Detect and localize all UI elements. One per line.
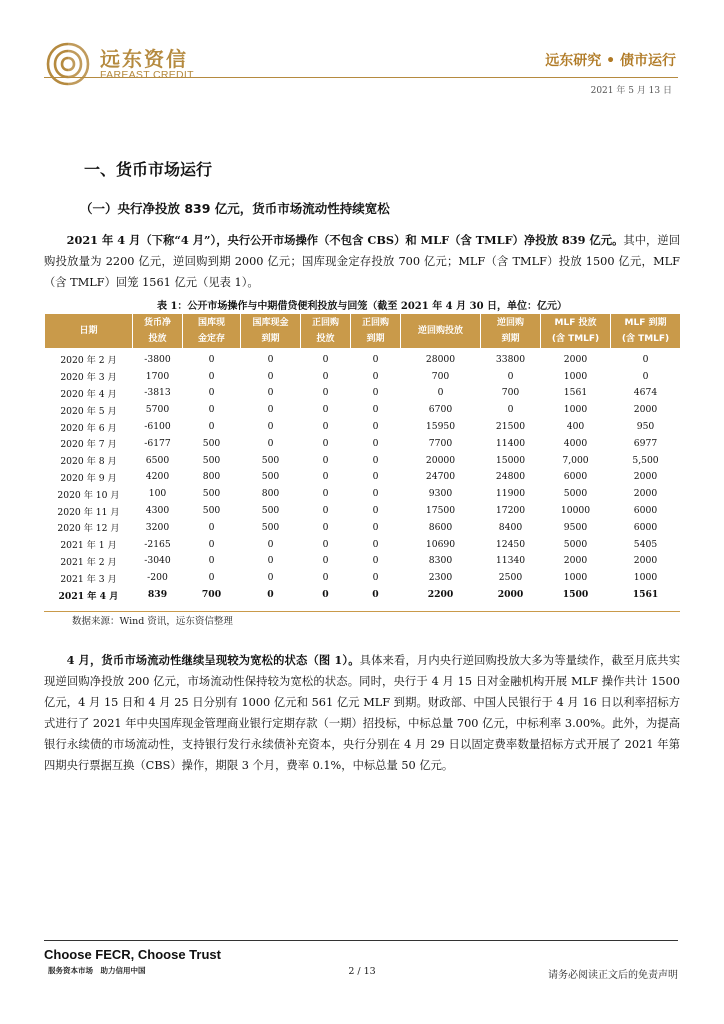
table-header-text: 到期	[261, 334, 280, 344]
table-header-cell	[133, 314, 183, 349]
paragraph-intro	[44, 230, 680, 293]
table-cell: 10000	[560, 505, 591, 517]
table-row	[45, 502, 681, 519]
table-cell: 0	[267, 404, 274, 416]
table-cell: 20000	[425, 454, 456, 466]
table-cell: 2000	[633, 555, 658, 567]
table-cell: 0	[208, 572, 215, 584]
table-row	[45, 569, 681, 586]
table-header-text: 正回购	[361, 318, 389, 328]
table-cell: 0	[208, 421, 215, 433]
table-cell: 0	[372, 437, 379, 449]
table-cell: 24700	[425, 471, 456, 483]
table-cell: 5,500	[632, 454, 659, 466]
table-header-text: 国库现金	[252, 318, 289, 328]
table-row	[45, 349, 681, 368]
table-cell: -6177	[144, 437, 171, 449]
table-cell: 6500	[145, 454, 170, 466]
table-cell: 0	[267, 421, 274, 433]
table-header-text: 正回购	[311, 318, 339, 328]
table-cell: 0	[267, 353, 274, 365]
table-cell: 0	[208, 404, 215, 416]
table-header-text: MLF 投放	[554, 318, 597, 328]
table-cell: 0	[322, 353, 329, 365]
table-cell: 12450	[495, 538, 526, 550]
table-row	[45, 553, 681, 570]
table-cell: 0	[267, 538, 274, 550]
paragraph-liquidity-lead: 4 月，货币市场流动性继续呈现较为宽松的状态（图 1）。	[66, 653, 360, 667]
table-header-text: 金定存	[197, 334, 225, 344]
table-cell: 0	[372, 471, 379, 483]
table-cell: 1700	[145, 370, 170, 382]
table-cell: 0	[322, 538, 329, 550]
open-market-operations-table	[44, 313, 681, 603]
table-row	[45, 485, 681, 502]
header-divider	[44, 77, 678, 78]
table-cell: 0	[372, 488, 379, 500]
table-source-note: 数据来源：Wind 资讯，远东资信整理	[72, 616, 233, 627]
table-cell: -3813	[144, 387, 171, 399]
table-cell: 2020 年 10 月	[57, 489, 120, 501]
table-cell: 17500	[425, 505, 456, 517]
footer-disclaimer: 请务必阅读正文后的免责声明	[548, 970, 678, 981]
table-header-cell	[241, 314, 301, 349]
table-cell: 0	[507, 404, 514, 416]
paragraph-intro-body: 其中，逆回购投放量为 2200 亿元，逆回购到期 2000 亿元；国库现金定存投放 700 亿元；MLF（含 TMLF）投放 1500 亿元，MLF（含 TMLF）回笼 1561 亿元（见表 1）。	[44, 234, 680, 289]
table-cell: 2500	[498, 572, 523, 584]
table-header-text: MLF 到期	[624, 318, 667, 328]
subsection-heading: （一）央行净投放 839 亿元，货币市场流动性持续宽松	[80, 201, 390, 216]
table-cell: 0	[642, 370, 649, 382]
brand-subtitle: FAREAST CREDIT	[100, 69, 194, 81]
table-cell: 6000	[633, 521, 658, 533]
table-cell: 0	[267, 370, 274, 382]
table-row	[45, 385, 681, 402]
table-header-text: (含 TMLF)	[621, 334, 670, 344]
table-cell: 2020 年 11 月	[57, 506, 120, 518]
table-cell: -2165	[144, 538, 171, 550]
table-cell: 800	[202, 471, 221, 483]
table-cell: 2020 年 12 月	[57, 523, 120, 535]
table-header-text: 投放	[148, 334, 167, 344]
table-cell: -3800	[144, 353, 171, 365]
table-cell: 0	[372, 353, 379, 365]
table-cell: 500	[202, 505, 221, 517]
table-cell: 2021 年 1 月	[60, 540, 117, 552]
table-cell: 6977	[633, 437, 658, 449]
table-header-text: 到期	[366, 334, 385, 344]
table-cell: 0	[267, 589, 274, 601]
table-cell: 400	[566, 421, 585, 433]
table-cell: 0	[372, 454, 379, 466]
footer-divider	[44, 940, 678, 941]
table-row	[45, 586, 681, 603]
table-cell: 1000	[563, 370, 588, 382]
table-row	[45, 469, 681, 486]
table-cell: 2021 年 2 月	[60, 556, 117, 568]
table-cell: 0	[208, 387, 215, 399]
table-header-cell	[45, 314, 133, 349]
table-cell: 700	[501, 387, 520, 399]
table-row	[45, 368, 681, 385]
table-header-text: 逆回购	[496, 318, 524, 328]
table-cell: 0	[322, 521, 329, 533]
table-cell: 0	[208, 370, 215, 382]
table-row	[45, 536, 681, 553]
table-header-row	[45, 314, 681, 349]
table-cell: 0	[372, 555, 379, 567]
table-cell: 2020 年 5 月	[60, 405, 117, 417]
table-cell: 2000	[563, 353, 588, 365]
table-cell: 0	[322, 555, 329, 567]
table-cell: 0	[322, 370, 329, 382]
table-caption: 表 1：公开市场操作与中期借贷便利投放与回笼（截至 2021 年 4 月 30 日，单位：亿元）	[156, 301, 568, 312]
section-heading: 一、货币市场运行	[84, 160, 213, 179]
table-header-text: 货币净	[143, 318, 171, 328]
table-cell: 0	[267, 572, 274, 584]
table-cell: -200	[147, 572, 168, 584]
table-cell: 2020 年 4 月	[60, 388, 117, 400]
report-date: 2021 年 5 月 13 日	[590, 86, 672, 96]
table-cell: 2020 年 7 月	[60, 439, 117, 451]
table-cell: 1000	[563, 404, 588, 416]
table-cell: 1500	[562, 589, 589, 601]
table-row	[45, 435, 681, 452]
paragraph-liquidity	[44, 650, 680, 776]
footer-slogan-sub: 服务资本市场 助力信用中国	[48, 966, 146, 975]
table-cell: 2020 年 8 月	[60, 456, 117, 468]
table-header-text: 投放	[316, 334, 335, 344]
table-cell: 15000	[495, 454, 526, 466]
table-header-cell	[611, 314, 681, 349]
table-body	[45, 349, 681, 603]
table-cell: 21500	[495, 421, 526, 433]
table-cell: 0	[267, 555, 274, 567]
table-cell: 0	[322, 421, 329, 433]
table-cell: 500	[261, 471, 280, 483]
table-cell: 4300	[145, 505, 170, 517]
table-header-text: 国库现	[197, 318, 225, 328]
table-bottom-rule	[44, 611, 680, 612]
table-cell: 100	[148, 488, 167, 500]
table-cell: 0	[267, 437, 274, 449]
table-cell: 0	[322, 589, 329, 601]
table-cell: 500	[202, 437, 221, 449]
table-header-cell	[183, 314, 241, 349]
table-cell: 5700	[145, 404, 170, 416]
table-cell: 0	[372, 404, 379, 416]
table-cell: 0	[208, 353, 215, 365]
paragraph-liquidity-body: 具体来看，月内央行逆回购投放大多为等量续作，截至月底共实现逆回购净投放 200 亿元，市场流动性保持较为宽松的状态。同时，央行于 4 月 15 日对金融机构开展 MLF 操作共计 1500 亿元，4 月 15 日和 4 月 25 日分别有 1000 亿元和 561 亿元 MLF 到期。财政部、中国人民银行于 4 月 16 日以利率招标方式进行了 2021 年中央国库现金管理商业银行定期存款（一期）招投标，中标总量 700 亿元，中标利率 3.00%。此外，为提高银行永续债的市场流动性，支持银行发行永续债补充资本，央行分别在 4 月 29 日以固定费率数量招标方式开展了 2021 年第四期央行票据互换（CBS）操作，期限 3 个月，费率 0.1%，中标总量 50 亿元。	[44, 654, 680, 772]
table-header-text: 逆回购投放	[417, 326, 463, 336]
table-header-cell	[401, 314, 481, 349]
table-cell: 0	[372, 505, 379, 517]
table-cell: 0	[372, 538, 379, 550]
table-cell: 7,000	[562, 454, 589, 466]
table-cell: 0	[267, 387, 274, 399]
table-cell: 5000	[563, 488, 588, 500]
table-header-cell	[351, 314, 401, 349]
table-row	[45, 401, 681, 418]
table-cell: 500	[261, 505, 280, 517]
table-cell: 0	[208, 555, 215, 567]
table-row	[45, 519, 681, 536]
table-row	[45, 452, 681, 469]
table-cell: 2020 年 9 月	[60, 472, 117, 484]
table-header-cell	[301, 314, 351, 349]
table-cell: 0	[322, 505, 329, 517]
table-cell: 0	[322, 404, 329, 416]
table-cell: 0	[322, 437, 329, 449]
table-cell: 0	[437, 387, 444, 399]
table-cell: 6000	[563, 471, 588, 483]
table-cell: 11400	[495, 437, 526, 449]
fareast-credit-logo-icon	[44, 40, 92, 88]
table-cell: 0	[322, 488, 329, 500]
table-cell: 8400	[498, 521, 523, 533]
table-cell: 9500	[563, 521, 588, 533]
table-cell: 2000	[633, 488, 658, 500]
table-row	[45, 418, 681, 435]
table-cell: 15950	[425, 421, 456, 433]
table-cell: 4000	[563, 437, 588, 449]
table-cell: 6700	[428, 404, 453, 416]
table-cell: 17200	[495, 505, 526, 517]
table-cell: 500	[261, 521, 280, 533]
table-cell: 5405	[633, 538, 658, 550]
table-cell: 0	[322, 471, 329, 483]
table-cell: 0	[372, 521, 379, 533]
table-cell: 1561	[632, 589, 659, 601]
table-header-cell	[481, 314, 541, 349]
table-cell: 2000	[563, 555, 588, 567]
table-cell: 800	[261, 488, 280, 500]
table-cell: 0	[322, 387, 329, 399]
table-cell: 0	[372, 387, 379, 399]
table-cell: 0	[372, 589, 379, 601]
table-cell: 11340	[495, 555, 526, 567]
footer-slogan: Choose FECR, Choose Trust	[44, 947, 221, 962]
table-cell: 500	[202, 488, 221, 500]
table-cell: 2020 年 6 月	[60, 422, 117, 434]
table-cell: 500	[261, 454, 280, 466]
table-cell: 2021 年 3 月	[60, 573, 117, 585]
table-cell: 0	[322, 572, 329, 584]
table-cell: 2000	[633, 471, 658, 483]
table-cell: -6100	[144, 421, 171, 433]
table-cell: 2000	[497, 589, 524, 601]
table-cell: 0	[372, 572, 379, 584]
page-number: 2 / 13	[348, 966, 376, 977]
table-cell: 2300	[428, 572, 453, 584]
table-cell: 1561	[563, 387, 588, 399]
table-cell: 2200	[427, 589, 454, 601]
table-cell: 11900	[495, 488, 526, 500]
table-cell: 24800	[495, 471, 526, 483]
table-cell: 0	[208, 538, 215, 550]
table-cell: -3040	[144, 555, 171, 567]
table-header-text: 到期	[501, 334, 520, 344]
table-cell: 950	[636, 421, 655, 433]
table-cell: 1000	[633, 572, 658, 584]
table-cell: 8600	[428, 521, 453, 533]
paragraph-intro-lead: 2021 年 4 月（下称“4 月”），央行公开市场操作（不包含 CBS）和 MLF（含 TMLF）净投放 839 亿元。	[66, 233, 624, 247]
table-cell: 7700	[428, 437, 453, 449]
table-header-cell	[541, 314, 611, 349]
table-cell: 28000	[425, 353, 456, 365]
table-cell: 0	[507, 370, 514, 382]
table-cell: 700	[431, 370, 450, 382]
table-cell: 1000	[563, 572, 588, 584]
table-cell: 6000	[633, 505, 658, 517]
table-cell: 10690	[425, 538, 456, 550]
table-header-text: (含 TMLF)	[551, 334, 600, 344]
table-cell: 0	[372, 421, 379, 433]
table-cell: 4674	[633, 387, 658, 399]
table-cell: 0	[642, 353, 649, 365]
table-cell: 8300	[428, 555, 453, 567]
brand-name: 远东资信	[100, 47, 188, 71]
table-cell: 2020 年 2 月	[60, 355, 117, 367]
table-cell: 0	[208, 521, 215, 533]
table-cell: 9300	[428, 488, 453, 500]
table-header-text: 日期	[79, 326, 98, 336]
report-title: 远东研究 • 债市运行	[545, 53, 676, 69]
table-cell: 5000	[563, 538, 588, 550]
table-cell: 2021 年 4 月	[58, 590, 119, 602]
table-cell: 33800	[495, 353, 526, 365]
table-cell: 839	[147, 589, 168, 601]
table-cell: 4200	[145, 471, 170, 483]
table-cell: 700	[201, 589, 222, 601]
table-cell: 2020 年 3 月	[60, 372, 117, 384]
table-cell: 500	[202, 454, 221, 466]
table-cell: 0	[322, 454, 329, 466]
table-cell: 3200	[145, 521, 170, 533]
table-cell: 2000	[633, 404, 658, 416]
table-cell: 0	[372, 370, 379, 382]
